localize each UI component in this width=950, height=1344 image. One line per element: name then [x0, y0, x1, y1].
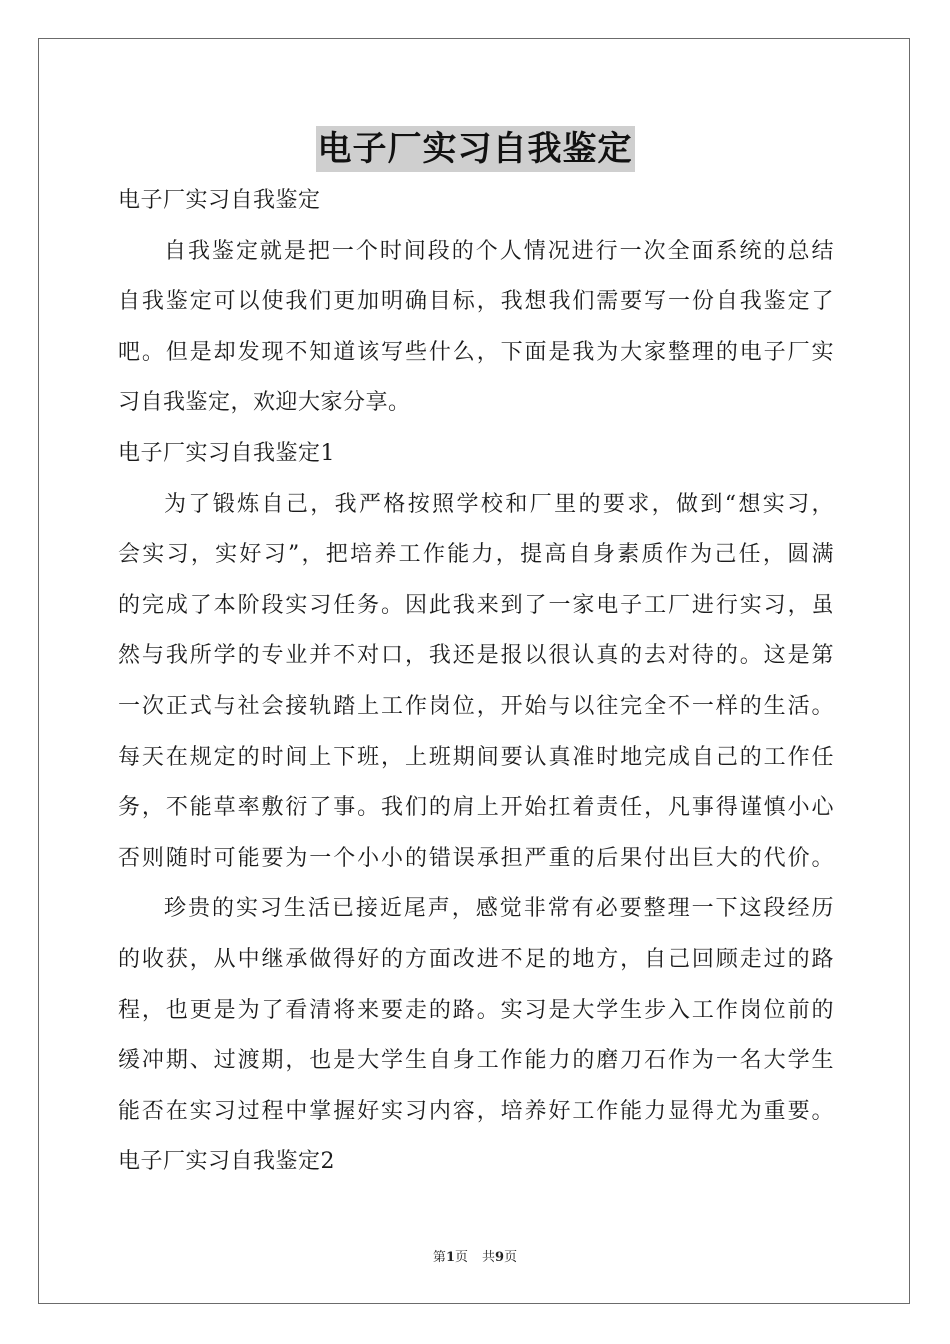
document-title: 电子厂实习自我鉴定	[316, 126, 635, 172]
page-footer	[0, 1246, 950, 1265]
paragraph-line: 的收获，从中继承做得好的方面改进不足的地方，自己回顾走过的路	[118, 946, 834, 972]
paragraph-line: 否则随时可能要为一个小小的错误承担严重的后果付出巨大的代价。	[118, 845, 834, 871]
total-prefix: 共	[482, 1250, 496, 1265]
paragraph-line: 每天在规定的时间上下班，上班期间要认真准时地完成自己的工作任	[118, 744, 834, 770]
paragraph-line: 自我鉴定就是把一个时间段的个人情况进行一次全面系统的总结	[164, 238, 834, 264]
paragraph-line: 缓冲期、过渡期，也是大学生自身工作能力的磨刀石作为一名大学生	[118, 1048, 834, 1074]
total-suffix: 页	[504, 1250, 518, 1265]
section-heading: 电子厂实习自我鉴定2	[118, 1149, 335, 1175]
section-heading: 电子厂实习自我鉴定	[118, 188, 321, 213]
section-heading: 电子厂实习自我鉴定1	[118, 440, 335, 466]
paragraph-line: 一次正式与社会接轨踏上工作岗位，开始与以往完全不一样的生活。	[118, 693, 834, 719]
paragraph-line: 的完成了本阶段实习任务。因此我来到了一家电子工厂进行实习，虽	[118, 592, 834, 618]
title-container	[0, 126, 950, 172]
page-prefix: 第	[432, 1250, 446, 1265]
paragraph-line: 然与我所学的专业并不对口，我还是报以很认真的去对待的。这是第	[118, 643, 834, 669]
paragraph-line: 能否在实习过程中掌握好实习内容，培养好工作能力显得尤为重要。	[118, 1098, 834, 1124]
paragraph-line: 自我鉴定可以使我们更加明确目标，我想我们需要写一份自我鉴定了	[118, 289, 834, 315]
page-suffix: 页	[454, 1250, 468, 1265]
paragraph-line: 珍贵的实习生活已接近尾声，感觉非常有必要整理一下这段经历	[164, 896, 834, 922]
paragraph-line: 程，也更是为了看清将来要走的路。实习是大学生步入工作岗位前的	[118, 997, 834, 1023]
paragraph-line: 吧。但是却发现不知道该写些什么，下面是我为大家整理的电子厂实	[118, 339, 834, 365]
paragraph-line: 习自我鉴定，欢迎大家分享。	[118, 390, 411, 416]
paragraph-line: 会实习，实好习”，把培养工作能力，提高自身素质作为己任，圆满	[118, 542, 834, 568]
page-number: 1	[445, 1250, 455, 1265]
total-pages: 9	[495, 1250, 505, 1265]
paragraph-line: 务，不能草率敷衍了事。我们的肩上开始扛着责任，凡事得谨慎小心	[118, 795, 834, 821]
paragraph-line: 为了锻炼自己，我严格按照学校和厂里的要求，做到“想实习，	[164, 491, 834, 517]
document-body	[118, 176, 834, 1188]
